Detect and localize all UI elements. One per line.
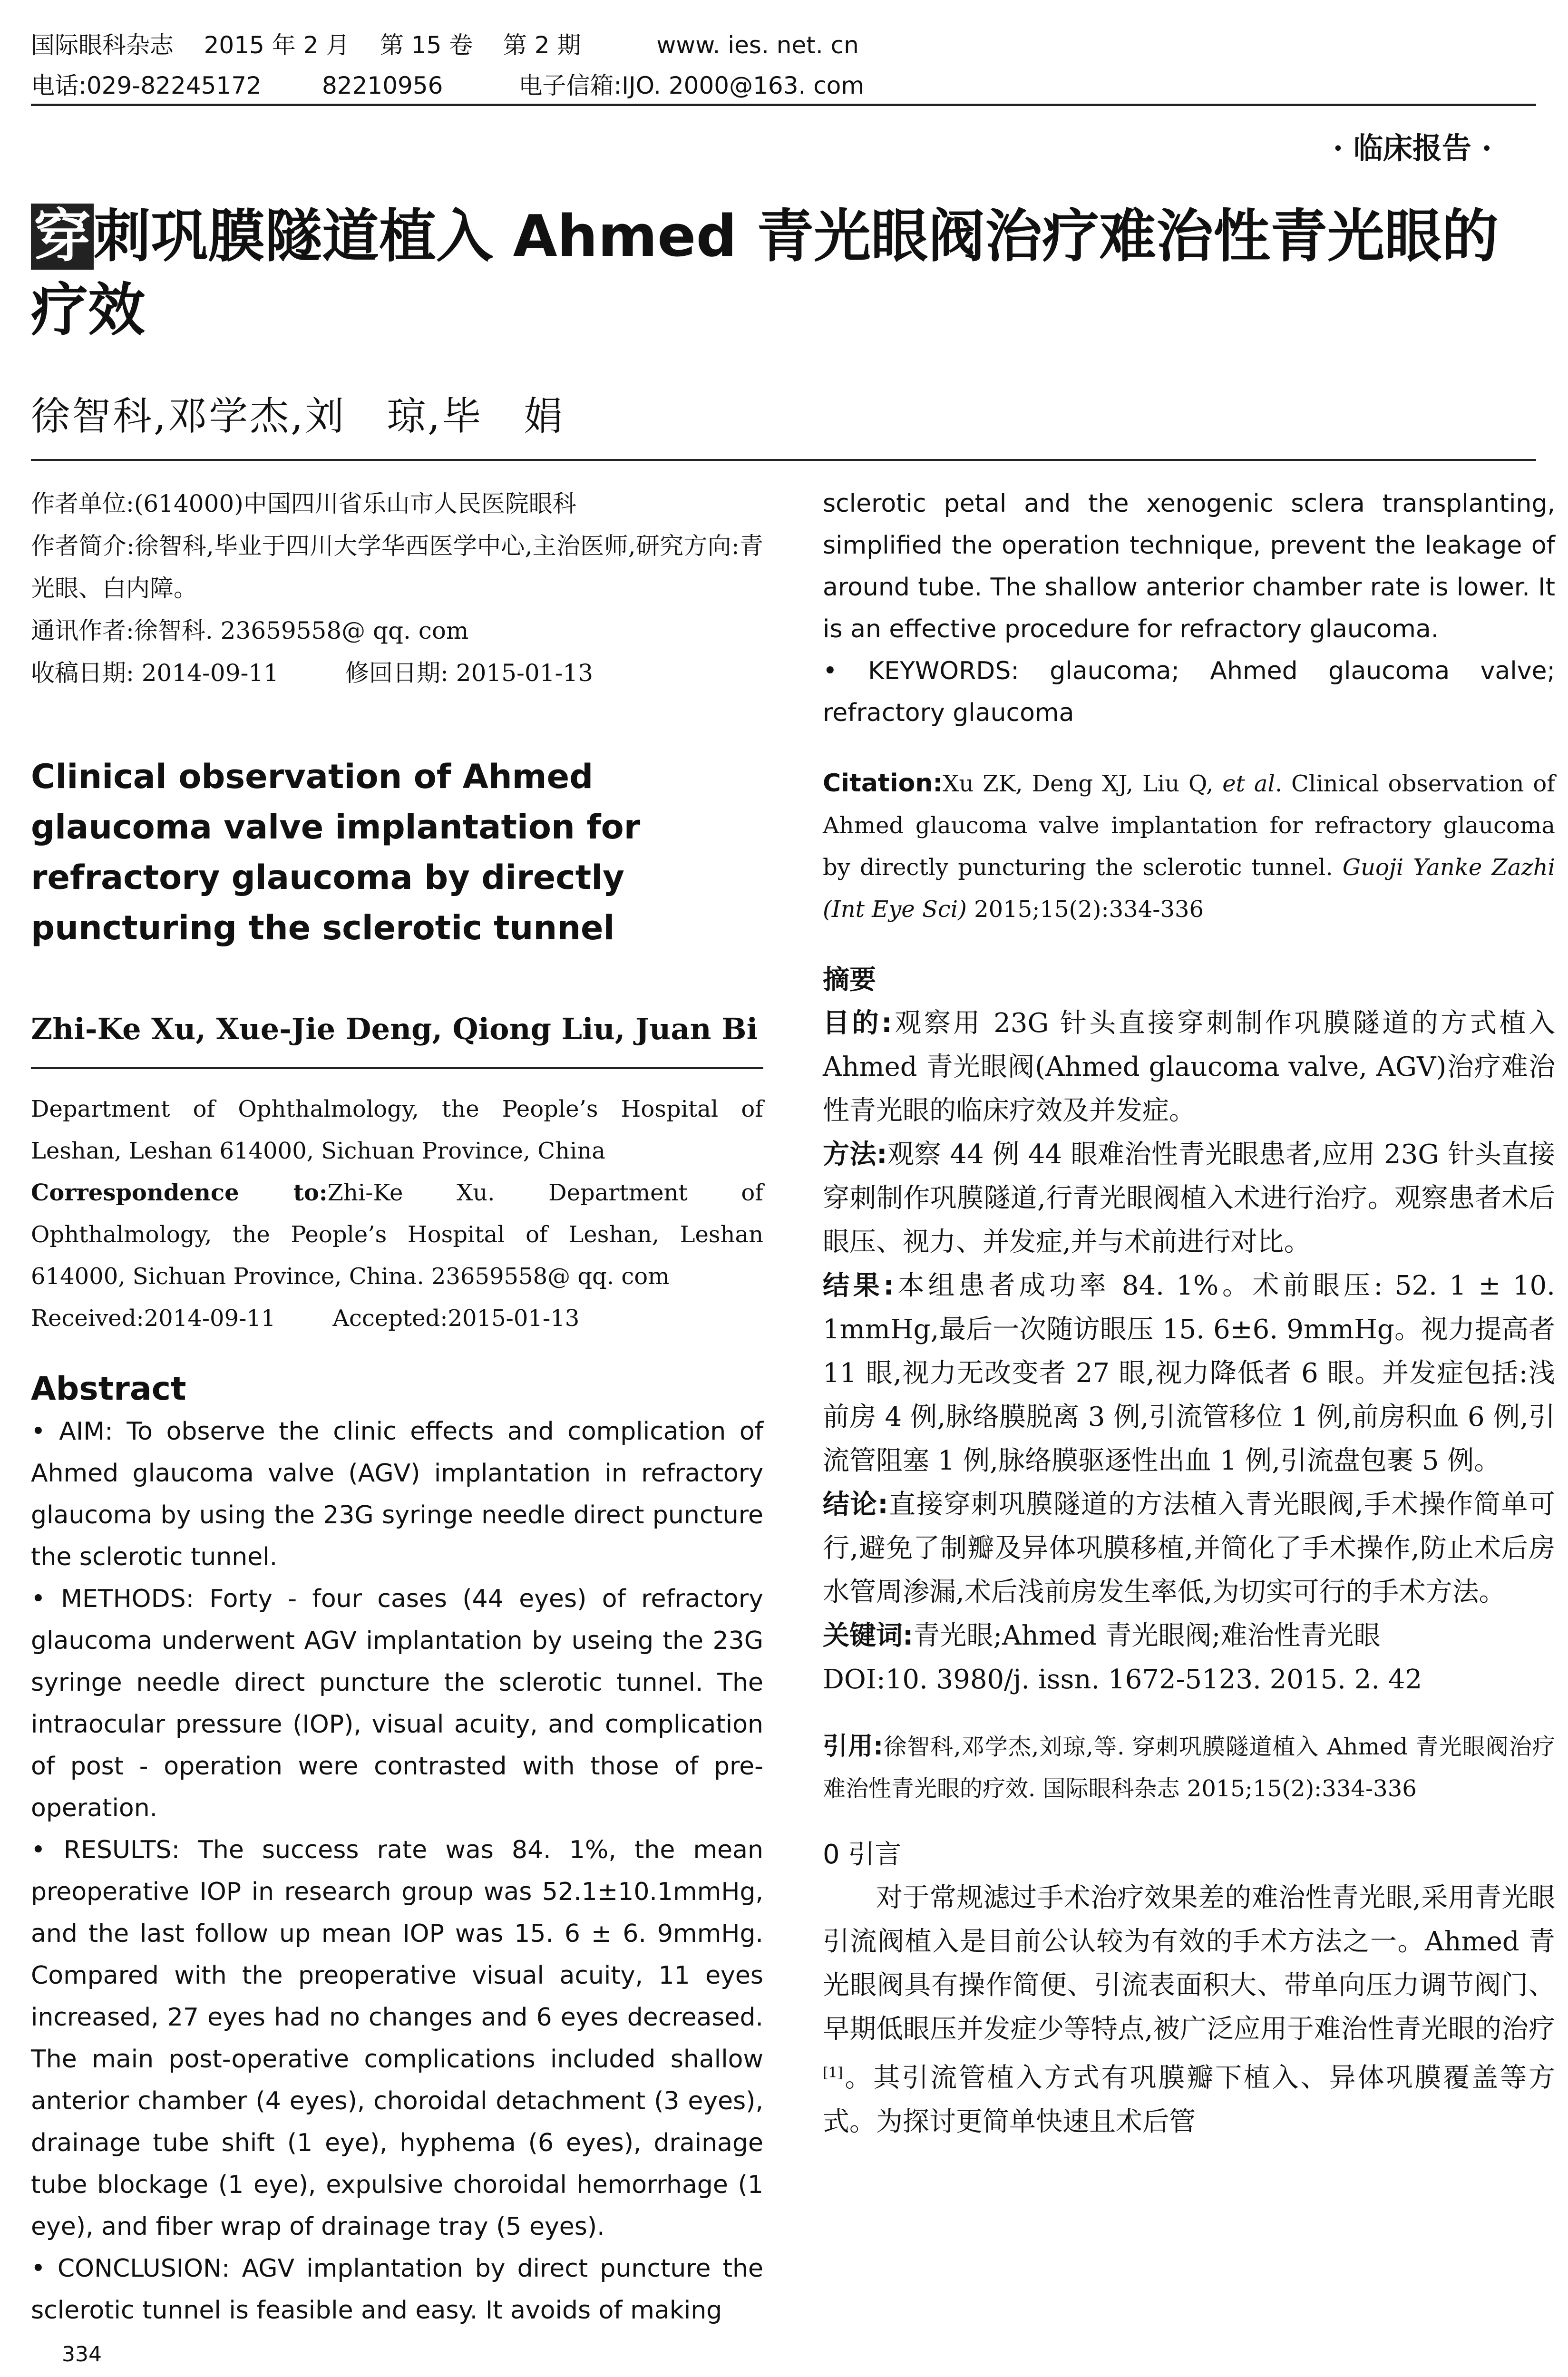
intro-text: 对于常规滤过手术治疗效果差的难治性青光眼,采用青光眼引流阀植入是目前公认较为有效的手术方法之一。Ahmed 青光眼阀具有操作简便、引流表面积大、带单向压力调节阀门、早期低眼压并发症少等特点,被广泛应用于难治性青光眼的治疗: [823, 1882, 1555, 2045]
abstract-results: • RESULTS: The success rate was 84. 1%, the mean preoperative IOP in research group was 52.1±10.1mmHg, and the last follow up mean IOP was 15. 6 ± 6. 9mmHg. Compared with the preoperative visual acuity, 11 eyes increased, 27 eyes had no changes and 6 eyes decreased. The main post-operative complications included shallow anterior chamber (4 eyes), choroidal detachment (3 eyes), drainage tube shift (1 eye), hyphema (6 eyes), drainage tube blockage (1 eye), expulsive choroidal hemorrhage (1 eye), and fiber wrap of drainage tray (5 eyes).: [31, 1829, 763, 2248]
zh-conclusion-text: 直接穿刺巩膜隧道的方法植入青光眼阀,手术操作简单可行,避免了制瓣及异体巩膜移植,并简化了手术操作,防止术后房水管周渗漏,术后浅前房发生率低,为切实可行的手术方法。: [823, 1489, 1555, 1607]
zh-methods-text: 观察 44 例 44 眼难治性青光眼患者,应用 23G 针头直接穿刺制作巩膜隧道,行青光眼阀植入术进行治疗。观察患者术后眼压、视力、并发症,并与术前进行对比。: [823, 1139, 1555, 1257]
title-rule: [31, 459, 1536, 461]
abstract-methods: • METHODS: Forty - four cases (44 eyes) of refractory glaucoma underwent AGV implantation by useing the 23G syringe needle direct puncture the sclerotic tunnel. The intraocular pressure (IOP), visual acuity, and complication of post - operation were contrasted with those of pre-operation.: [31, 1578, 763, 1829]
title-first-char: 穿: [31, 204, 94, 270]
author-bio-cn: 作者简介:徐智科,毕业于四川大学华西医学中心,主治医师,研究方向:青光眼、白内障。: [31, 532, 763, 602]
doi: DOI:10. 3980/j. issn. 1672-5123. 2015. 2. 42: [823, 1664, 1422, 1695]
abstract-keywords: • KEYWORDS: glaucoma; Ahmed glaucoma valve; refractory glaucoma: [823, 650, 1555, 734]
dates-en: [31, 1297, 763, 1339]
english-authors: Zhi-Ke Xu, Xue-Jie Deng, Qiong Liu, Juan Bi: [31, 1012, 758, 1046]
zh-methods-label: 方法:: [823, 1139, 887, 1170]
header-rule: [31, 104, 1536, 106]
zhaiyao-heading: 摘要: [823, 964, 876, 995]
abstract-heading: Abstract: [31, 1370, 186, 1408]
zh-keywords-text: 青光眼;Ahmed 青光眼阀;难治性青光眼: [913, 1620, 1381, 1651]
dates-cn: [31, 652, 763, 694]
authors-cn: 徐智科,邓学杰,刘 琼,毕 娟: [31, 394, 565, 439]
article-title: [31, 200, 1534, 347]
journal-header-line2: 电话:029-82245172 82210956 电子信箱:IJO. 2000@163. com: [31, 72, 865, 99]
citation-text2: . Clinical observation of Ahmed glaucoma valve implantation for refractory glaucoma by directly puncturing the sclerotic tunnel.: [823, 770, 1555, 881]
zh-aim-label: 目的:: [823, 1008, 892, 1039]
correspondence-text: Zhi-Ke Xu. Department of Ophthalmology, the People’s Hospital of Leshan, Leshan 614000, Sichuan Province, China. 23659558@ qq. com: [31, 1179, 764, 1290]
title-rest: 刺巩膜隧道植入 Ahmed 青光眼阀治疗难治性青光眼的疗效: [31, 204, 1499, 343]
zh-methods: [823, 1133, 1555, 1264]
right-column: [823, 483, 1555, 2144]
affiliation-cn: 作者单位:(614000)中国四川省乐山市人民医院眼科: [31, 490, 576, 517]
section-tag: · 临床报告 ·: [1333, 131, 1492, 166]
page-number: 334: [62, 2342, 102, 2367]
received-en: Received:2014-09-11: [31, 1305, 276, 1332]
abstract-conclusion: • CONCLUSION: AGV implantation by direct puncture the sclerotic tunnel is feasible and easy. It avoids of making: [31, 2248, 763, 2331]
abstract-aim: • AIM: To observe the clinic effects and complication of Ahmed glaucoma valve (AGV) implantation in refractory glaucoma by using the 23G syringe needle direct puncture the sclerotic tunnel.: [31, 1411, 763, 1578]
zh-conclusion: [823, 1483, 1555, 1614]
intro-paragraph: [823, 1876, 1555, 2144]
correspondence-label: Correspondence to:: [31, 1179, 328, 1206]
department-en: Department of Ophthalmology, the People’s Hospital of Leshan, Leshan 614000, Sichuan Province, China: [31, 1096, 763, 1164]
correspondence-en: [31, 1172, 763, 1297]
zh-results-text: 本组患者成功率 84. 1%。术前眼压: 52. 1 ± 10. 1mmHg,最后一次随访眼压 15. 6±6. 9mmHg。视力提高者 11 眼,视力无改变者 27 眼,视力降低者 6 眼。并发症包括:浅前房 4 例,脉络膜脱离 3 例,引流管移位 1 例,前房积血 6 例,引流管阻塞 1 例,脉络膜驱逐性出血 1 例,引流盘包裹 5 例。: [823, 1270, 1555, 1476]
zh-citation: [823, 1725, 1555, 1810]
english-title: Clinical observation of Ahmed glaucoma valve implantation for refractory glaucoma by directly puncturing the sclerotic tunnel: [31, 757, 641, 947]
zh-keywords-label: 关键词:: [823, 1620, 914, 1651]
zh-keywords: [823, 1614, 1555, 1658]
abstract-conclusion-cont: sclerotic petal and the xenogenic sclera transplanting, simplified the operation technique, prevent the leakage of around tube. The shallow anterior chamber rate is lower. It is an effective procedure for refractory glaucoma.: [823, 489, 1555, 643]
zh-results: [823, 1264, 1555, 1483]
received-cn: 收稿日期: 2014-09-11: [31, 659, 279, 687]
citation-text1: Xu ZK, Deng XJ, Liu Q,: [943, 770, 1223, 797]
accepted-en: Accepted:2015-01-13: [332, 1305, 580, 1332]
journal-header-line1: 国际眼科杂志 2015 年 2 月 第 15 卷 第 2 期 www. ies. net. cn: [31, 31, 859, 59]
zh-results-label: 结果:: [823, 1270, 894, 1301]
citation-label: Citation:: [823, 769, 943, 798]
citation-journal: Guoji Yanke Zazhi (Int Eye Sci): [823, 854, 1555, 923]
zh-aim: [823, 1002, 1555, 1133]
citation-tail: 2015;15(2):334-336: [966, 896, 1204, 923]
citation-etal: et al: [1222, 770, 1275, 797]
zh-aim-text: 观察用 23G 针头直接穿刺制作巩膜隧道的方式植入 Ahmed 青光眼阀(Ahmed glaucoma valve, AGV)治疗难治性青光眼的临床疗效及并发症。: [823, 1008, 1555, 1126]
intro-heading: 0 引言: [823, 1839, 902, 1870]
authors-rule: [31, 1067, 763, 1069]
zh-conclusion-label: 结论:: [823, 1489, 888, 1520]
citation-en: [823, 762, 1555, 930]
zh-citation-text: 徐智科,邓学杰,刘琼,等. 穿刺巩膜隧道植入 Ahmed 青光眼阀治疗难治性青光眼的疗效. 国际眼科杂志 2015;15(2):334-336: [823, 1734, 1555, 1802]
corresponding-cn: 通讯作者:徐智科. 23659558@ qq. com: [31, 617, 469, 644]
revised-cn: 修回日期: 2015-01-13: [345, 659, 594, 687]
zh-citation-label: 引用:: [823, 1732, 883, 1761]
intro-ref: [1]: [823, 2065, 843, 2081]
intro-text2: 。其引流管植入方式有巩膜瓣下植入、异体巩膜覆盖等方式。为探讨更简单快速且术后管: [823, 2062, 1555, 2137]
left-column: [31, 483, 763, 2331]
